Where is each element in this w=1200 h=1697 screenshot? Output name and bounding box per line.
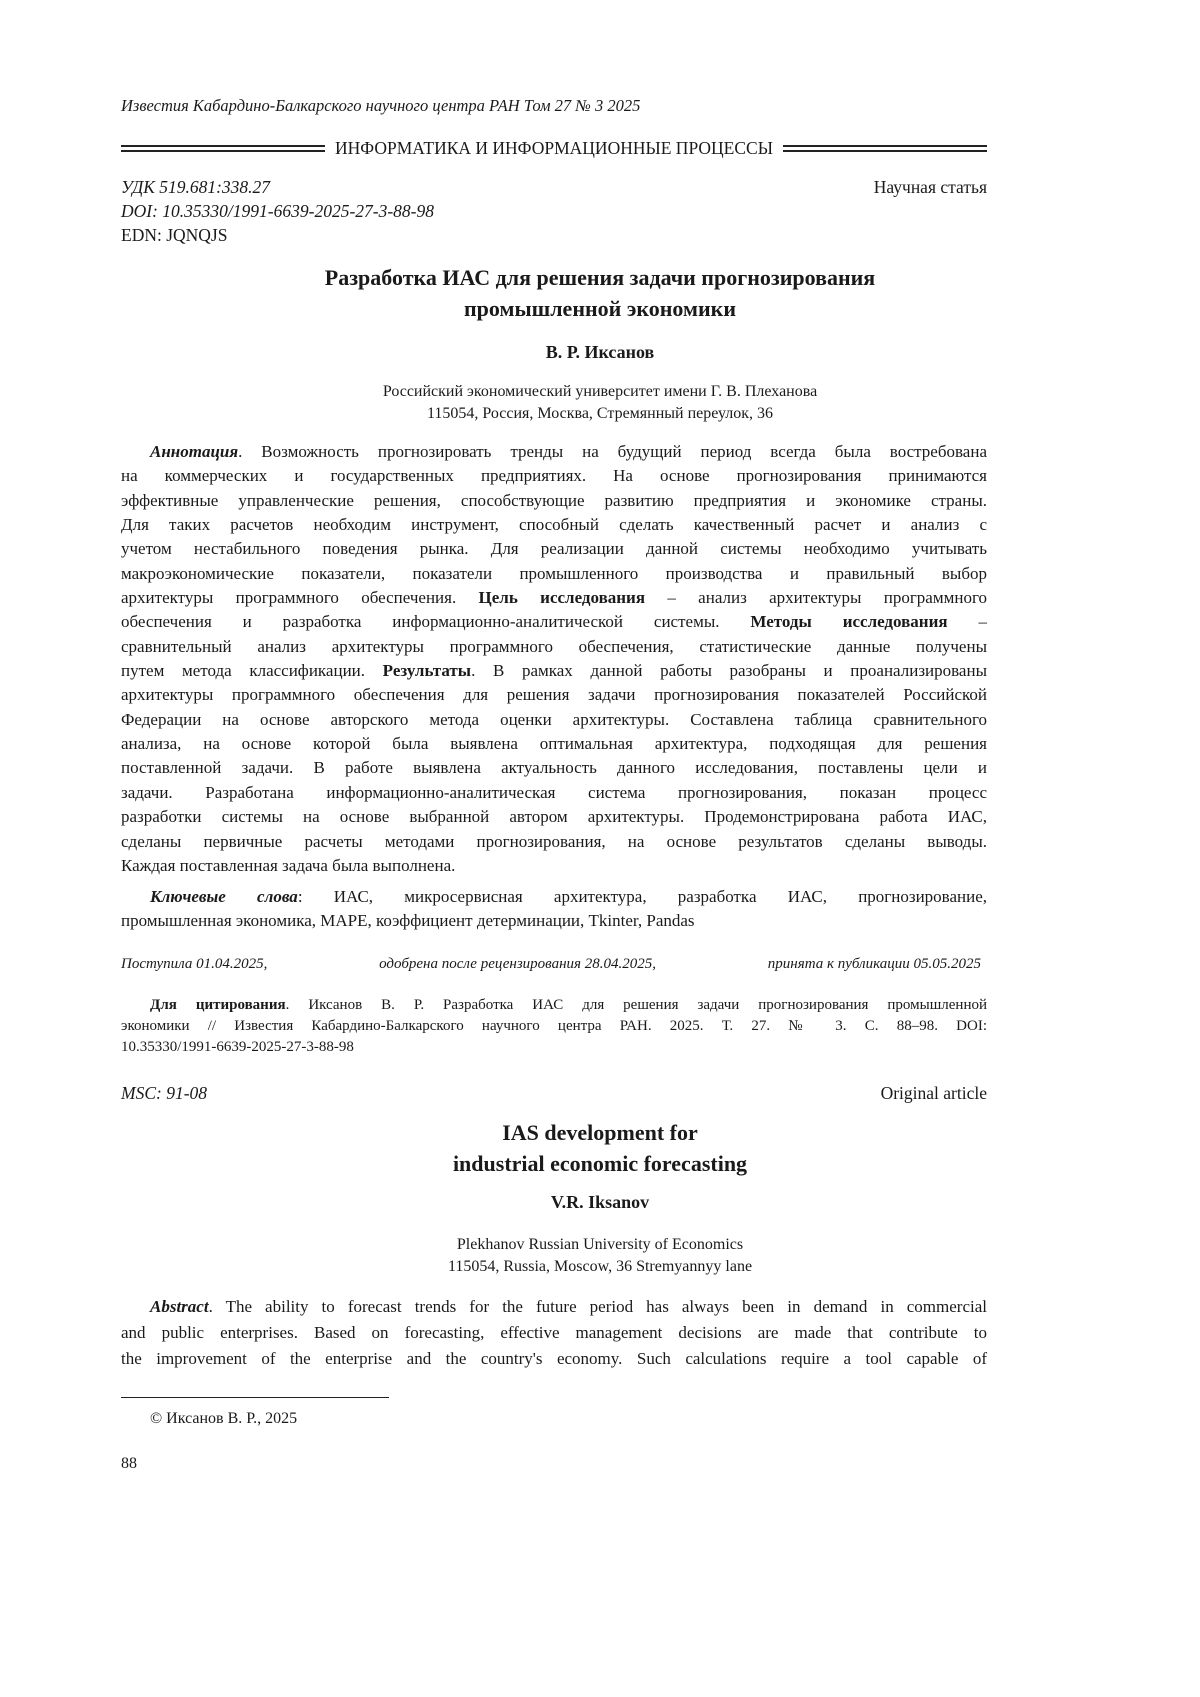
text-line [121,635,987,659]
emphasis-text: Методы исследования [750,612,947,631]
title-line: industrial economic forecasting [0,1148,1200,1179]
body-text: сравнительный анализ архитектуры программного обеспечения, статистические данные получены [121,637,987,656]
emphasis-text: Цель исследования [479,588,646,607]
udk: УДК 519.681:338.27 [121,177,270,198]
affiliation-line: Российский экономический университет имени Г. В. Плеханова [0,381,1200,403]
msc: MSC: 91-08 [121,1083,207,1104]
body-text: макроэкономические показатели, показатели промышленного производства и правильный выбор [121,564,987,583]
author-en: V.R. Iksanov [0,1192,1200,1213]
text-line [121,659,987,683]
text-line [121,708,987,732]
article-type-en: Original article [881,1083,987,1104]
emphasis-text: Abstract [150,1297,209,1316]
body-text: Для таких расчетов необходим инструмент, способный сделать качественный расчет и анализ с [121,515,987,534]
affiliation-en [0,1234,1200,1277]
text-line [121,781,987,805]
body-text: сделаны первичные расчеты методами прогнозирования, на основе результатов сделаны выводы. [121,832,987,851]
affiliation-line: 115054, Россия, Москва, Стремянный переулок, 36 [0,403,1200,425]
text-line [121,440,987,464]
page-number: 88 [121,1455,137,1473]
text-line [121,489,987,513]
journal-header: Известия Кабардино-Балкарского научного центра РАН Том 27 № 3 2025 [121,96,640,116]
footnote-rule [121,1397,389,1398]
affiliation-line: 115054, Russia, Moscow, 36 Stremyannyy lane [0,1256,1200,1278]
publication-dates [121,956,981,973]
affiliation-line: Plekhanov Russian University of Economics [0,1234,1200,1256]
body-text: разработки системы на основе выбранной автором архитектуры. Продемонстрирована работа ИАС, [121,807,987,826]
body-text: задачи. Разработана информационно-аналитическая система прогнозирования, показан процесс [121,783,987,802]
body-text: экономики // Известия Кабардино-Балкарского научного центра РАН. 2025. Т. 27. № 3. С. 88–98. DOI: [121,1018,987,1034]
double-rule-left [121,145,325,152]
body-text: поставленной задачи. В работе выявлена актуальность данного исследования, поставлены цели и [121,758,987,777]
body-text: . Иксанов В. Р. Разработка ИАС для решения задачи прогнозирования промышленной [286,997,987,1013]
text-line [121,1294,987,1320]
body-text: the improvement of the enterprise and the country's economy. Such calculations require a tool capable of [121,1349,987,1368]
text-line [121,610,987,634]
edn: EDN: JQNQJS [121,225,227,246]
copyright-footnote: © Иксанов В. Р., 2025 [150,1410,297,1428]
body-text: эффективные управленческие решения, способствующие развитию предприятия и экономике страны. [121,491,987,510]
body-text: промышленная экономика, MAPE, коэффициент детерминации, Tkinter, Pandas [121,911,695,930]
body-text: and public enterprises. Based on forecasting, effective management decisions are made that contribute to [121,1323,987,1342]
accepted-date: принята к публикации 05.05.2025 [768,956,981,973]
text-line [121,1320,987,1346]
title-line: промышленной экономики [0,293,1200,324]
emphasis-text: Аннотация [150,442,238,461]
abstract-en [121,1294,987,1372]
text-line [121,513,987,537]
text-line [121,909,987,933]
text-line [121,1346,987,1372]
section-title: ИНФОРМАТИКА И ИНФОРМАЦИОННЫЕ ПРОЦЕССЫ [335,138,773,159]
text-line [121,830,987,854]
author-ru: В. Р. Иксанов [0,342,1200,363]
abstract-ru [121,440,987,878]
text-line [121,562,987,586]
received-date: Поступила 01.04.2025, [121,956,267,973]
body-text: учетом нестабильного поведения рынка. Для реализации данной системы необходимо учитывать [121,539,987,558]
body-text: . The ability to forecast trends for the future period has always been in demand in commercial [209,1297,987,1316]
body-text: . Возможность прогнозировать тренды на будущий период всегда была востребована [238,442,987,461]
text-line [121,805,987,829]
doi: DOI: 10.35330/1991-6639-2025-27-3-88-98 [121,201,434,222]
text-line [121,854,987,878]
body-text: – анализ архитектуры программного [645,588,987,607]
text-line [121,995,987,1016]
text-line [121,1037,987,1058]
text-line [121,1016,987,1037]
text-line [121,464,987,488]
text-line [121,683,987,707]
keywords-ru [121,885,987,934]
text-line [121,756,987,780]
body-text: архитектуры программного обеспечения. [121,588,479,607]
emphasis-text: Результаты [383,661,471,680]
body-text: Каждая поставленная задача была выполнена. [121,856,455,875]
body-text: 10.35330/1991-6639-2025-27-3-88-98 [121,1039,354,1055]
body-text: : ИАС, микросервисная архитектура, разработка ИАС, прогнозирование, [298,887,987,906]
body-text: . В рамках данной работы разобраны и проанализированы [471,661,987,680]
text-line [121,537,987,561]
emphasis-text: Для цитирования [150,997,286,1013]
double-rule-right [783,145,987,152]
affiliation-ru [0,381,1200,424]
article-type: Научная статья [874,177,987,198]
text-line [121,732,987,756]
approved-date: одобрена после рецензирования 28.04.2025, [379,956,656,973]
text-line [121,885,987,909]
section-heading [121,138,987,159]
article-title-en [0,1117,1200,1179]
body-text: – [948,612,987,631]
title-line: Разработка ИАС для решения задачи прогнозирования [0,262,1200,293]
body-text: на коммерческих и государственных предприятиях. На основе прогнозирования принимаются [121,466,987,485]
body-text: Федерации на основе авторского метода оценки архитектуры. Составлена таблица сравнительного [121,710,987,729]
body-text: анализа, на основе которой была выявлена оптимальная архитектура, подходящая для решения [121,734,987,753]
body-text: обеспечения и разработка информационно-аналитической системы. [121,612,750,631]
text-line [121,586,987,610]
emphasis-text: Ключевые слова [150,887,298,906]
article-title-ru [0,262,1200,324]
citation [121,995,987,1058]
body-text: путем метода классификации. [121,661,383,680]
title-line: IAS development for [0,1117,1200,1148]
body-text: архитектуры программного обеспечения для решения задачи прогнозирования показателей Российской [121,685,987,704]
